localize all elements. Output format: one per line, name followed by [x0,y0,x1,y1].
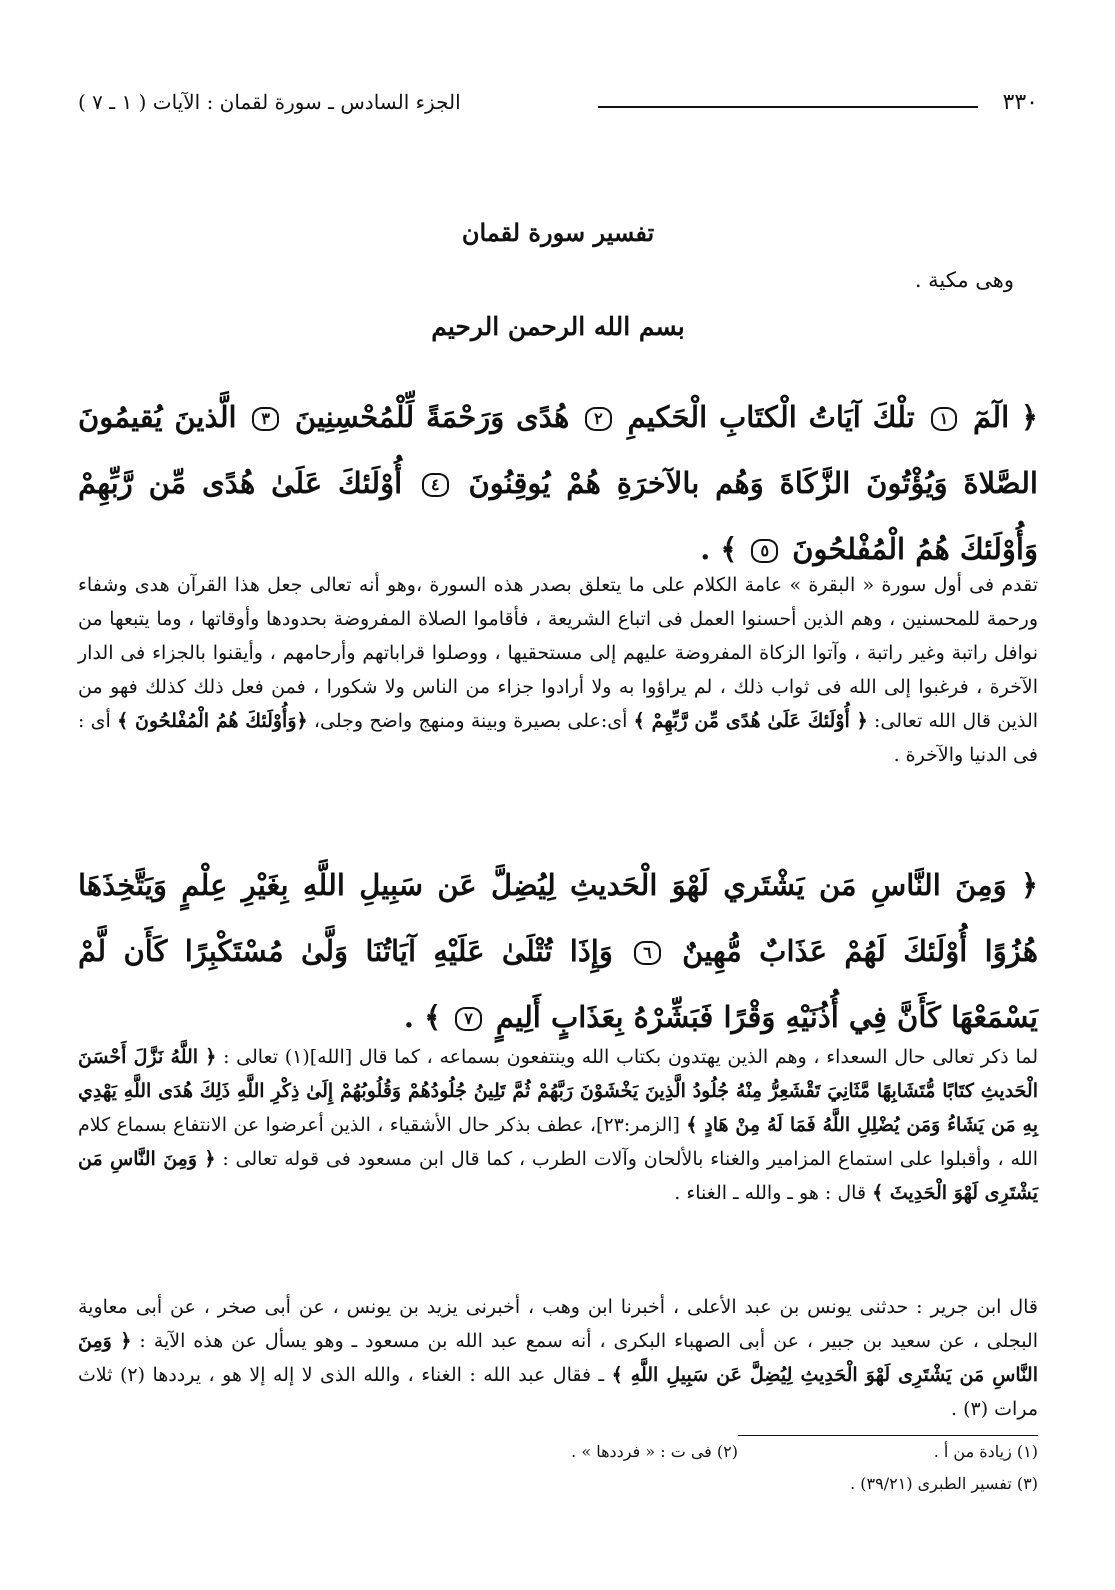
footnote-1: (١) زيادة من أ . [933,1442,1038,1461]
commentary-text: قال ابن جرير : حدثنى يونس بن عبد الأعلى ، أخبرنا ابن وهب ، أخبرنى يزيد بن يونس ، عن أبى صخر ، عن أبى معاوية البجلى ، عن سعيد بن جبير ، عن أبى الصهباء البكرى ، أنه سمع عبد الله بن مسعود ـ وهو يسأل عن هذه الآية : [78,1296,1038,1352]
footnote-2: (٢) فى ت : « فرددها » . [571,1442,738,1461]
verse-open: ﴿ الٓمٓ [972,400,1038,434]
verse-text-6: ﴿ وَمِنَ النَّاسِ مَن يَشْتَري لَهْوَ الْحَديثِ لِيُضِلَّ عَن سَبِيلِ اللَّهِ بِغَيْرِ عِلْمٍ وَيَتَّخِذَهَا هُزُوًا أُوْلَئكَ لَهُمْ عَذَابٌ مُّهِينٌ [78,868,1038,968]
basmala: بسم الله الرحمن الرحيم [431,312,685,341]
makkiya-note: وهى مكية . [914,268,1014,292]
verse-close: ﴾ . [403,1000,442,1034]
verse-number-5: ٥ [751,539,778,563]
header-rule [598,106,978,108]
verse-number-1: ١ [931,407,958,431]
commentary-text: أى : فى الدنيا والآخرة . [78,710,1038,766]
verses-6-7 [78,852,1038,1050]
quran-quote: ﴿وَأُوْلَئكَ هُمُ الْمُفْلحُونَ ﴾ [117,710,308,732]
verse-close: ﴾ . [700,532,738,566]
surah-title: تفسير سورة لقمان [461,218,655,247]
running-title: الجزء السادس ـ سورة لقمان : الآيات ( ١ ـ ٧ ) [78,90,461,114]
verse-text-3: الَّذينَ يُقيمُونَ الصَّلاةَ وَيُؤْتُونَ الزَّكَاةَ وَهُم بالآخرَةِ هُمْ يُوقِنُونَ [78,400,1038,500]
verse-text-7: وَإِذَا تُتْلَىٰ عَلَيْهِ آيَاتُنَا وَلَّىٰ مُسْتَكْبِرًا كَأَن لَّمْ يَسْمَعْهَا كَأَنَّ فِي أُذُنَيْهِ وَقْرًا فَبَشِّرْهُ بِعَذَابٍ أَلِيمٍ [78,934,1038,1034]
commentary-text: لما ذكر تعالى حال السعداء ، وهم الذين يهتدون بكتاب الله وينتفعون بسماعه ، كما قال [الله](١) تعالى : [223,1046,1039,1068]
commentary-paragraph-2 [78,1040,1038,1210]
book-page [78,0,1038,1590]
quran-quote: ﴿ وَمِنَ النَّاسِ مَن يَشْتَرِى لَهْوَ الْحَدِيثِ لِيُضِلَّ عَن سَبِيلِ اللَّهِ ﴾ [78,1330,1039,1386]
commentary-text: أى:على بصيرة وبينة ومنهج واضح وجلى، [313,710,628,732]
commentary-text: قال : هو ـ والله ـ الغناء . [674,1182,867,1204]
verse-text-2: هُدًى وَرَحْمَةً لِّلْمُحْسِنِينَ [294,400,570,434]
commentary-text: تقدم فى أول سورة « البقرة » عامة الكلام على ما يتعلق بصدر هذه السورة ،وهو أنه تعالى جعل هذا القرآن هدى وشفاء ورحمة للمحسنين ، وهم الذين أحسنوا العمل فى اتباع الشريعة ، فأقاموا الصلاة المفروضة بحدودها وأوقاتها ، وما يتبعها من نوافل راتبة وغير راتبة ، وآتوا الزكاة المفروضة عليهم إلى مستحقيها ، ووصلوا قراباتهم وأرحامهم ، وأيقنوا بالجزاء فى الدار الآخرة ، فرغبوا إلى الله فى ثواب ذلك ، لم يراؤوا به ولا أرادوا جزاء من الناس ولا شكورا ، فمن فعل ذلك كذلك فهو من الذين قال الله تعالى: [78,574,1039,732]
verse-number-6: ٦ [634,941,661,965]
commentary-text: [الزمر:٢٣]، عطف بذكر حال الأشقياء ، الذين أعرضوا عن الانتفاع بسماع كلام الله ، وأقبلوا على استماع المزامير والغناء بالألحان وآلات الطرب ، كما قال ابن مسعود فى قوله تعالى : [78,1114,1038,1170]
verses-1-5 [78,384,1038,582]
commentary-text: ـ فقال عبد الله : الغناء ، والله الذى لا إله إلا هو ، يرددها (٢) ثلاث مرات (٣) . [78,1364,1038,1420]
quran-quote: ﴿ اللَّهُ نَزَّلَ أَحْسَنَ الْحَديثِ كتَابًا مُّتَشَابِهًا مَّثَانِيَ تَقْشَعِرُّ مِنْهُ جُلُودُ الَّذِينَ يَخْشَوْنَ رَبَّهُمْ ثُمَّ تَلِينُ جُلُودُهُمْ وَقُلُوبُهُمْ إِلَىٰ ذِكْرِ اللَّهِ ذَلِكَ هُدَى اللَّهِ يَهْدِي بِهِ مَن يَشَاءُ وَمَن يُضْلِلِ اللَّهُ فَمَا لَهُ مِنْ هَادٍ ﴾ [78,1046,1038,1136]
verse-number-7: ٧ [455,1007,482,1031]
running-header [78,90,1038,120]
page-number: ٣٣٠ [1002,90,1038,115]
commentary-paragraph-1 [78,568,1038,772]
verse-text-1: تلْكَ آيَاتُ الْكتَابِ الْحَكيمِ [627,400,915,434]
verse-number-2: ٢ [585,407,612,431]
commentary-paragraph-3 [78,1290,1038,1426]
verse-number-4: ٤ [422,473,449,497]
verse-number-3: ٣ [252,407,279,431]
footnote-3: (٣) تفسير الطبرى (٣٩/٢١) . [850,1474,1038,1493]
quran-quote: ﴿ وَمِنَ النَّاسِ مَن يَشْتَرِى لَهْوَ الْحَدِيثَ ﴾ [78,1148,1038,1204]
quran-quote: ﴿ أُوْلَئكَ عَلَىٰ هُدًى مِّن رَّبِّهِمْ ﴾ [633,710,868,732]
footnote-rule [738,1435,1038,1436]
verse-text-4: أُوْلَئكَ عَلَىٰ هُدًى مِّن رَّبِّهِمْ وَأُوْلَئكَ هُمُ الْمُفْلحُونَ [78,466,1038,566]
